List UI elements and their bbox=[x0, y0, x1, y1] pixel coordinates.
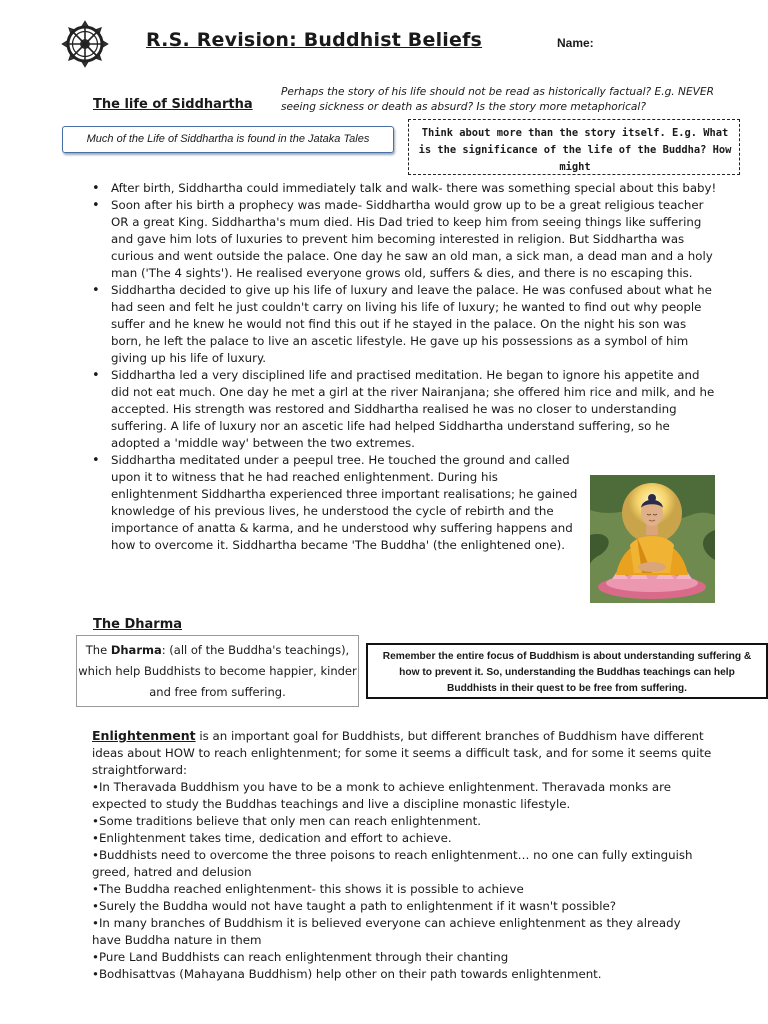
enlightenment-term: Enlightenment bbox=[92, 728, 196, 743]
bullet-icon: • bbox=[92, 198, 100, 213]
bullet-icon: • bbox=[92, 283, 100, 298]
remember-note-box: Remember the entire focus of Buddhism is about understanding suffering & how to prevent it. So, understanding the Buddhas teachings can help Buddhists in their quest to be free from suffering. bbox=[366, 643, 768, 699]
jataka-note-box: Much of the Life of Siddhartha is found in the Jataka Tales bbox=[62, 126, 394, 153]
page-title: R.S. Revision: Buddhist Beliefs bbox=[146, 29, 483, 51]
bullet-text: Siddhartha decided to give up his life of luxury and leave the palace. He was confused about what he had seen and felt he just couldn't carry on living his life of luxury; he wanted to find out why people suffer and he knew he would not find this out if he stayed in the palace. On the night his son was born, he left the palace to live an ascetic lifestyle. He gave up his possessions as a symbol of him giving up his life of luxury. bbox=[111, 283, 712, 365]
dharma-box-prefix: The bbox=[85, 643, 111, 657]
bullet-icon: • bbox=[92, 181, 100, 196]
list-item: •In many branches of Buddhism it is believed everyone can achieve enlightenment as they already have Buddha nature in them bbox=[92, 916, 681, 947]
bullet-text: After birth, Siddhartha could immediately talk and walk- there was something special about this baby! bbox=[111, 181, 717, 195]
list-item bbox=[92, 282, 717, 367]
enlightenment-section bbox=[92, 727, 712, 983]
bullet-text: Siddhartha meditated under a peepul tree. He touched the ground and called upon it to witness that he had reached enlightenment. During his enlightenment Siddhartha experienced three important realisations; he gained knowledge of his previous lives, he understood the cycle of rebirth and the importance of anatta & karma, and he understood why suffering happens and how to overcome it. Siddhartha became 'The Buddha' (the enlightened one). bbox=[111, 453, 578, 552]
meditating-buddha-image bbox=[590, 475, 715, 603]
dharma-definition-box bbox=[76, 635, 359, 707]
list-item: •Enlightenment takes time, dedication and effort to achieve. bbox=[92, 831, 452, 845]
list-item: •Pure Land Buddhists can reach enlightenment through their chanting bbox=[92, 950, 509, 964]
enlightenment-intro bbox=[92, 727, 712, 779]
list-item bbox=[92, 180, 717, 197]
life-heading: The life of Siddhartha bbox=[93, 97, 253, 112]
list-item bbox=[92, 197, 717, 282]
list-item: •The Buddha reached enlightenment- this shows it is possible to achieve bbox=[92, 882, 524, 896]
bullet-icon: • bbox=[92, 368, 100, 383]
bullet-icon: • bbox=[92, 453, 100, 468]
think-note-box: Think about more than the story itself. E.g. What is the significance of the life of the Buddha? How might bbox=[408, 119, 740, 175]
list-item: •Surely the Buddha would not have taught a path to enlightenment if it wasn't possible? bbox=[92, 899, 617, 913]
bullet-text: Siddhartha led a very disciplined life and practised meditation. He began to ignore his appetite and did not eat much. One day he met a girl at the river Nairanjana; she offered him rice and milk, and he accepted. His strength was restored and Siddhartha realised he was no closer to understanding suffering. A life of luxury nor an ascetic life had helped Siddhartha understand suffering, so he adopted a 'middle way' between the two extremes. bbox=[111, 368, 715, 450]
list-item: •Bodhisattvas (Mahayana Buddhism) help other on their path towards enlightenment. bbox=[92, 967, 602, 981]
enlightenment-intro-text: is an important goal for Buddhists, but different branches of Buddhism have different ideas about HOW to reach enlightenment; for some it seems a difficult task, and for some it seems quite straightforward: bbox=[92, 729, 712, 777]
dharma-wheel-icon bbox=[61, 20, 109, 68]
list-item bbox=[92, 452, 583, 554]
dharma-box-text: : (all of the Buddha's teachings), which help Buddhists to become happier, kinder and free from suffering. bbox=[78, 643, 357, 699]
dharma-term: Dharma bbox=[110, 643, 162, 657]
list-item: •In Theravada Buddhism you have to be a monk to achieve enlightenment. Theravada monks are expected to study the Buddhas teachings and live a discipline monastic lifestyle. bbox=[92, 780, 671, 811]
name-label: Name: bbox=[557, 36, 594, 50]
bullet-text: Soon after his birth a prophecy was made- Siddhartha would grow up to be a great religious teacher OR a great King. Siddhartha's mum died. His Dad tried to keep him from seeing things like suffering and gave him lots of luxuries to prevent him becoming interested in religion. But Siddhartha was curious and went outside the palace. One day he saw an old man, a sick man, a dead man and a holy man ('The 4 sights'). He realised everyone grows old, suffers & dies, and there is no escaping this. bbox=[111, 198, 713, 280]
dharma-heading: The Dharma bbox=[93, 617, 183, 632]
list-item bbox=[92, 367, 717, 452]
list-item: •Buddhists need to overcome the three poisons to reach enlightenment… no one can fully extinguish greed, hatred and delusion bbox=[92, 848, 693, 879]
list-item: •Some traditions believe that only men can reach enlightenment. bbox=[92, 814, 482, 828]
perhaps-note: Perhaps the story of his life should not be read as historically factual? E.g. NEVER seeing sickness or death as absurd? Is the story more metaphorical? bbox=[281, 86, 714, 113]
